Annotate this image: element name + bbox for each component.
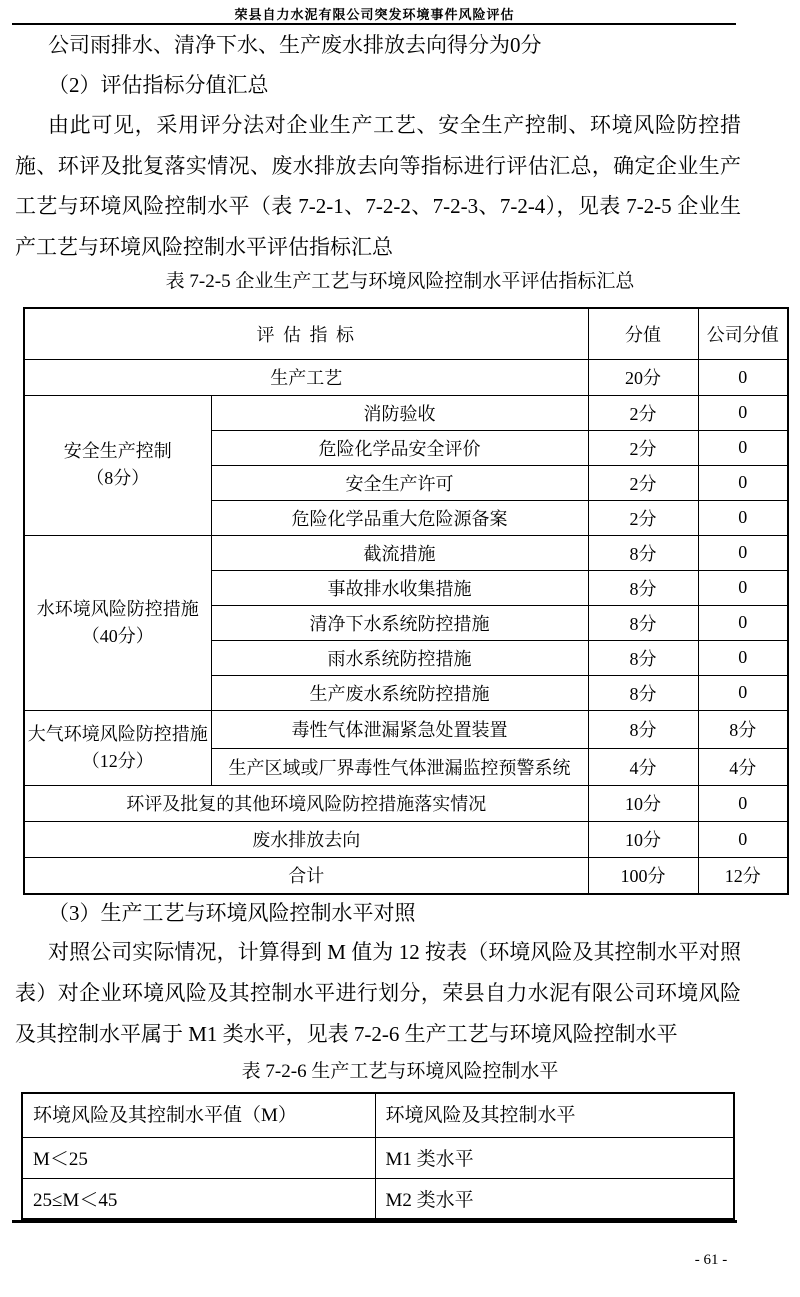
indicator-cell: 清净下水系统防控措施 bbox=[211, 605, 588, 640]
table-7-2-5-caption: 表 7-2-5 企业生产工艺与环境风险控制水平评估指标汇总 bbox=[165, 271, 635, 292]
indicator-cell: 环评及批复的其他环境风险防控措施落实情况 bbox=[24, 785, 588, 821]
heading-2-indicator-summary: （2）评估指标分值汇总 bbox=[48, 73, 269, 97]
header-rule bbox=[12, 23, 736, 25]
company-score-cell: 0 bbox=[698, 500, 788, 535]
heading-3-control-level-compare: （3）生产工艺与环境风险控制水平对照 bbox=[48, 901, 416, 925]
m-value-cell: M＜25 bbox=[22, 1137, 375, 1178]
score-cell: 2分 bbox=[588, 500, 698, 535]
indicator-cell: 雨水系统防控措施 bbox=[211, 640, 588, 675]
category-cell-water bbox=[24, 535, 211, 710]
indicator-cell: 废水排放去向 bbox=[24, 821, 588, 857]
table-row-m2 bbox=[22, 1178, 734, 1219]
company-score-cell: 0 bbox=[698, 675, 788, 710]
table-7-2-6-caption: 表 7-2-6 生产工艺与环境风险控制水平 bbox=[241, 1061, 559, 1082]
level-cell: M1 类水平 bbox=[375, 1137, 734, 1178]
table-row-m1 bbox=[22, 1137, 734, 1178]
indicator-header-cell: 评 估 指 标 bbox=[24, 308, 588, 359]
company-score-cell: 0 bbox=[698, 605, 788, 640]
score-cell: 2分 bbox=[588, 465, 698, 500]
indicator-cell: 毒性气体泄漏紧急处置装置 bbox=[211, 710, 588, 748]
score-cell: 8分 bbox=[588, 710, 698, 748]
category-sublabel: （8分） bbox=[86, 468, 150, 488]
company-score-cell: 0 bbox=[698, 395, 788, 430]
category-label: 安全生产控制 bbox=[63, 441, 172, 461]
score-cell: 8分 bbox=[588, 605, 698, 640]
table-row-eia bbox=[24, 785, 788, 821]
indicator-cell: 生产区域或厂界毒性气体泄漏监控预警系统 bbox=[211, 748, 588, 785]
score-cell: 2分 bbox=[588, 395, 698, 430]
page-header-title: 荣县自力水泥有限公司突发环境事件风险评估 bbox=[234, 7, 515, 22]
category-sublabel: （40分） bbox=[81, 625, 154, 646]
indicator-cell: 截流措施 bbox=[211, 535, 588, 570]
paragraph-evaluation-method: 由此可见，采用评分法对企业生产工艺、安全生产控制、环境风险防控措施、环评及批复落实情况、废水排放去向等指标进行评估汇总，确定企业生产工艺与环境风险控制水平（表 7-2-1、7-2-2、7-2-3、7-2-4），见表 7-2-5 企业生产工艺与环境风险控制水平评估指标汇总 bbox=[15, 113, 741, 259]
page-number: - 61 - bbox=[694, 1252, 728, 1268]
company-score-cell: 0 bbox=[698, 359, 788, 395]
indicator-cell: 危险化学品重大危险源备案 bbox=[211, 500, 588, 535]
indicator-cell: 安全生产许可 bbox=[211, 465, 588, 500]
indicator-cell: 危险化学品安全评价 bbox=[211, 430, 588, 465]
category-label: 大气环境风险防控措施 bbox=[27, 723, 208, 744]
paragraph-m-value: 对照公司实际情况，计算得到 M 值为 12 按表（环境风险及其控制水平对照表）对企业环境风险及其控制水平进行划分，荣县自力水泥有限公司环境风险及其控制水平属于 M1 类水平，见表 7-2-6 生产工艺与环境风险控制水平 bbox=[15, 940, 741, 1046]
table-row-header bbox=[22, 1093, 734, 1137]
company-score-cell: 0 bbox=[698, 535, 788, 570]
indicator-cell: 合计 bbox=[24, 857, 588, 894]
score-cell: 8分 bbox=[588, 535, 698, 570]
table-row-air-1 bbox=[24, 710, 788, 748]
table-row-wastewater bbox=[24, 821, 788, 857]
level-header-cell: 环境风险及其控制水平 bbox=[375, 1093, 734, 1137]
company-score-cell: 0 bbox=[698, 430, 788, 465]
indicator-cell: 事故排水收集措施 bbox=[211, 570, 588, 605]
score-cell: 10分 bbox=[588, 821, 698, 857]
score-cell: 8分 bbox=[588, 675, 698, 710]
m-value-cell: 25≤M＜45 bbox=[22, 1178, 375, 1219]
indicator-cell: 消防验收 bbox=[211, 395, 588, 430]
table-row-water-1 bbox=[24, 535, 788, 570]
footer-rule bbox=[12, 1220, 737, 1223]
indicator-cell: 生产工艺 bbox=[24, 359, 588, 395]
score-cell: 8分 bbox=[588, 640, 698, 675]
company-score-cell: 0 bbox=[698, 821, 788, 857]
table-7-2-5 bbox=[23, 307, 789, 895]
paragraph-score-summary: 公司雨排水、清净下水、生产废水排放去向得分为0分 bbox=[48, 33, 542, 57]
company-score-cell: 8分 bbox=[698, 710, 788, 748]
company-score-cell: 0 bbox=[698, 465, 788, 500]
score-cell: 10分 bbox=[588, 785, 698, 821]
score-cell: 8分 bbox=[588, 570, 698, 605]
company-score-cell: 4分 bbox=[698, 748, 788, 785]
score-cell: 100分 bbox=[588, 857, 698, 894]
table-row-safety-1 bbox=[24, 395, 788, 430]
score-cell: 20分 bbox=[588, 359, 698, 395]
company-score-cell: 0 bbox=[698, 570, 788, 605]
category-sublabel: （12分） bbox=[81, 750, 154, 771]
score-cell: 4分 bbox=[588, 748, 698, 785]
indicator-cell: 生产废水系统防控措施 bbox=[211, 675, 588, 710]
category-cell-safety bbox=[24, 395, 211, 535]
m-value-header-cell: 环境风险及其控制水平值（M） bbox=[22, 1093, 375, 1137]
table-7-2-6 bbox=[21, 1092, 735, 1220]
score-header-cell: 分值 bbox=[588, 308, 698, 359]
category-cell-air bbox=[24, 710, 211, 785]
table-row-total bbox=[24, 857, 788, 894]
table-row-header bbox=[24, 308, 788, 359]
company-score-cell: 0 bbox=[698, 640, 788, 675]
category-label: 水环境风险防控措施 bbox=[36, 598, 199, 619]
score-cell: 2分 bbox=[588, 430, 698, 465]
company-score-cell: 0 bbox=[698, 785, 788, 821]
table-row-production bbox=[24, 359, 788, 395]
company-score-cell: 12分 bbox=[698, 857, 788, 894]
level-cell: M2 类水平 bbox=[375, 1178, 734, 1219]
company-score-header-cell: 公司分值 bbox=[698, 308, 788, 359]
